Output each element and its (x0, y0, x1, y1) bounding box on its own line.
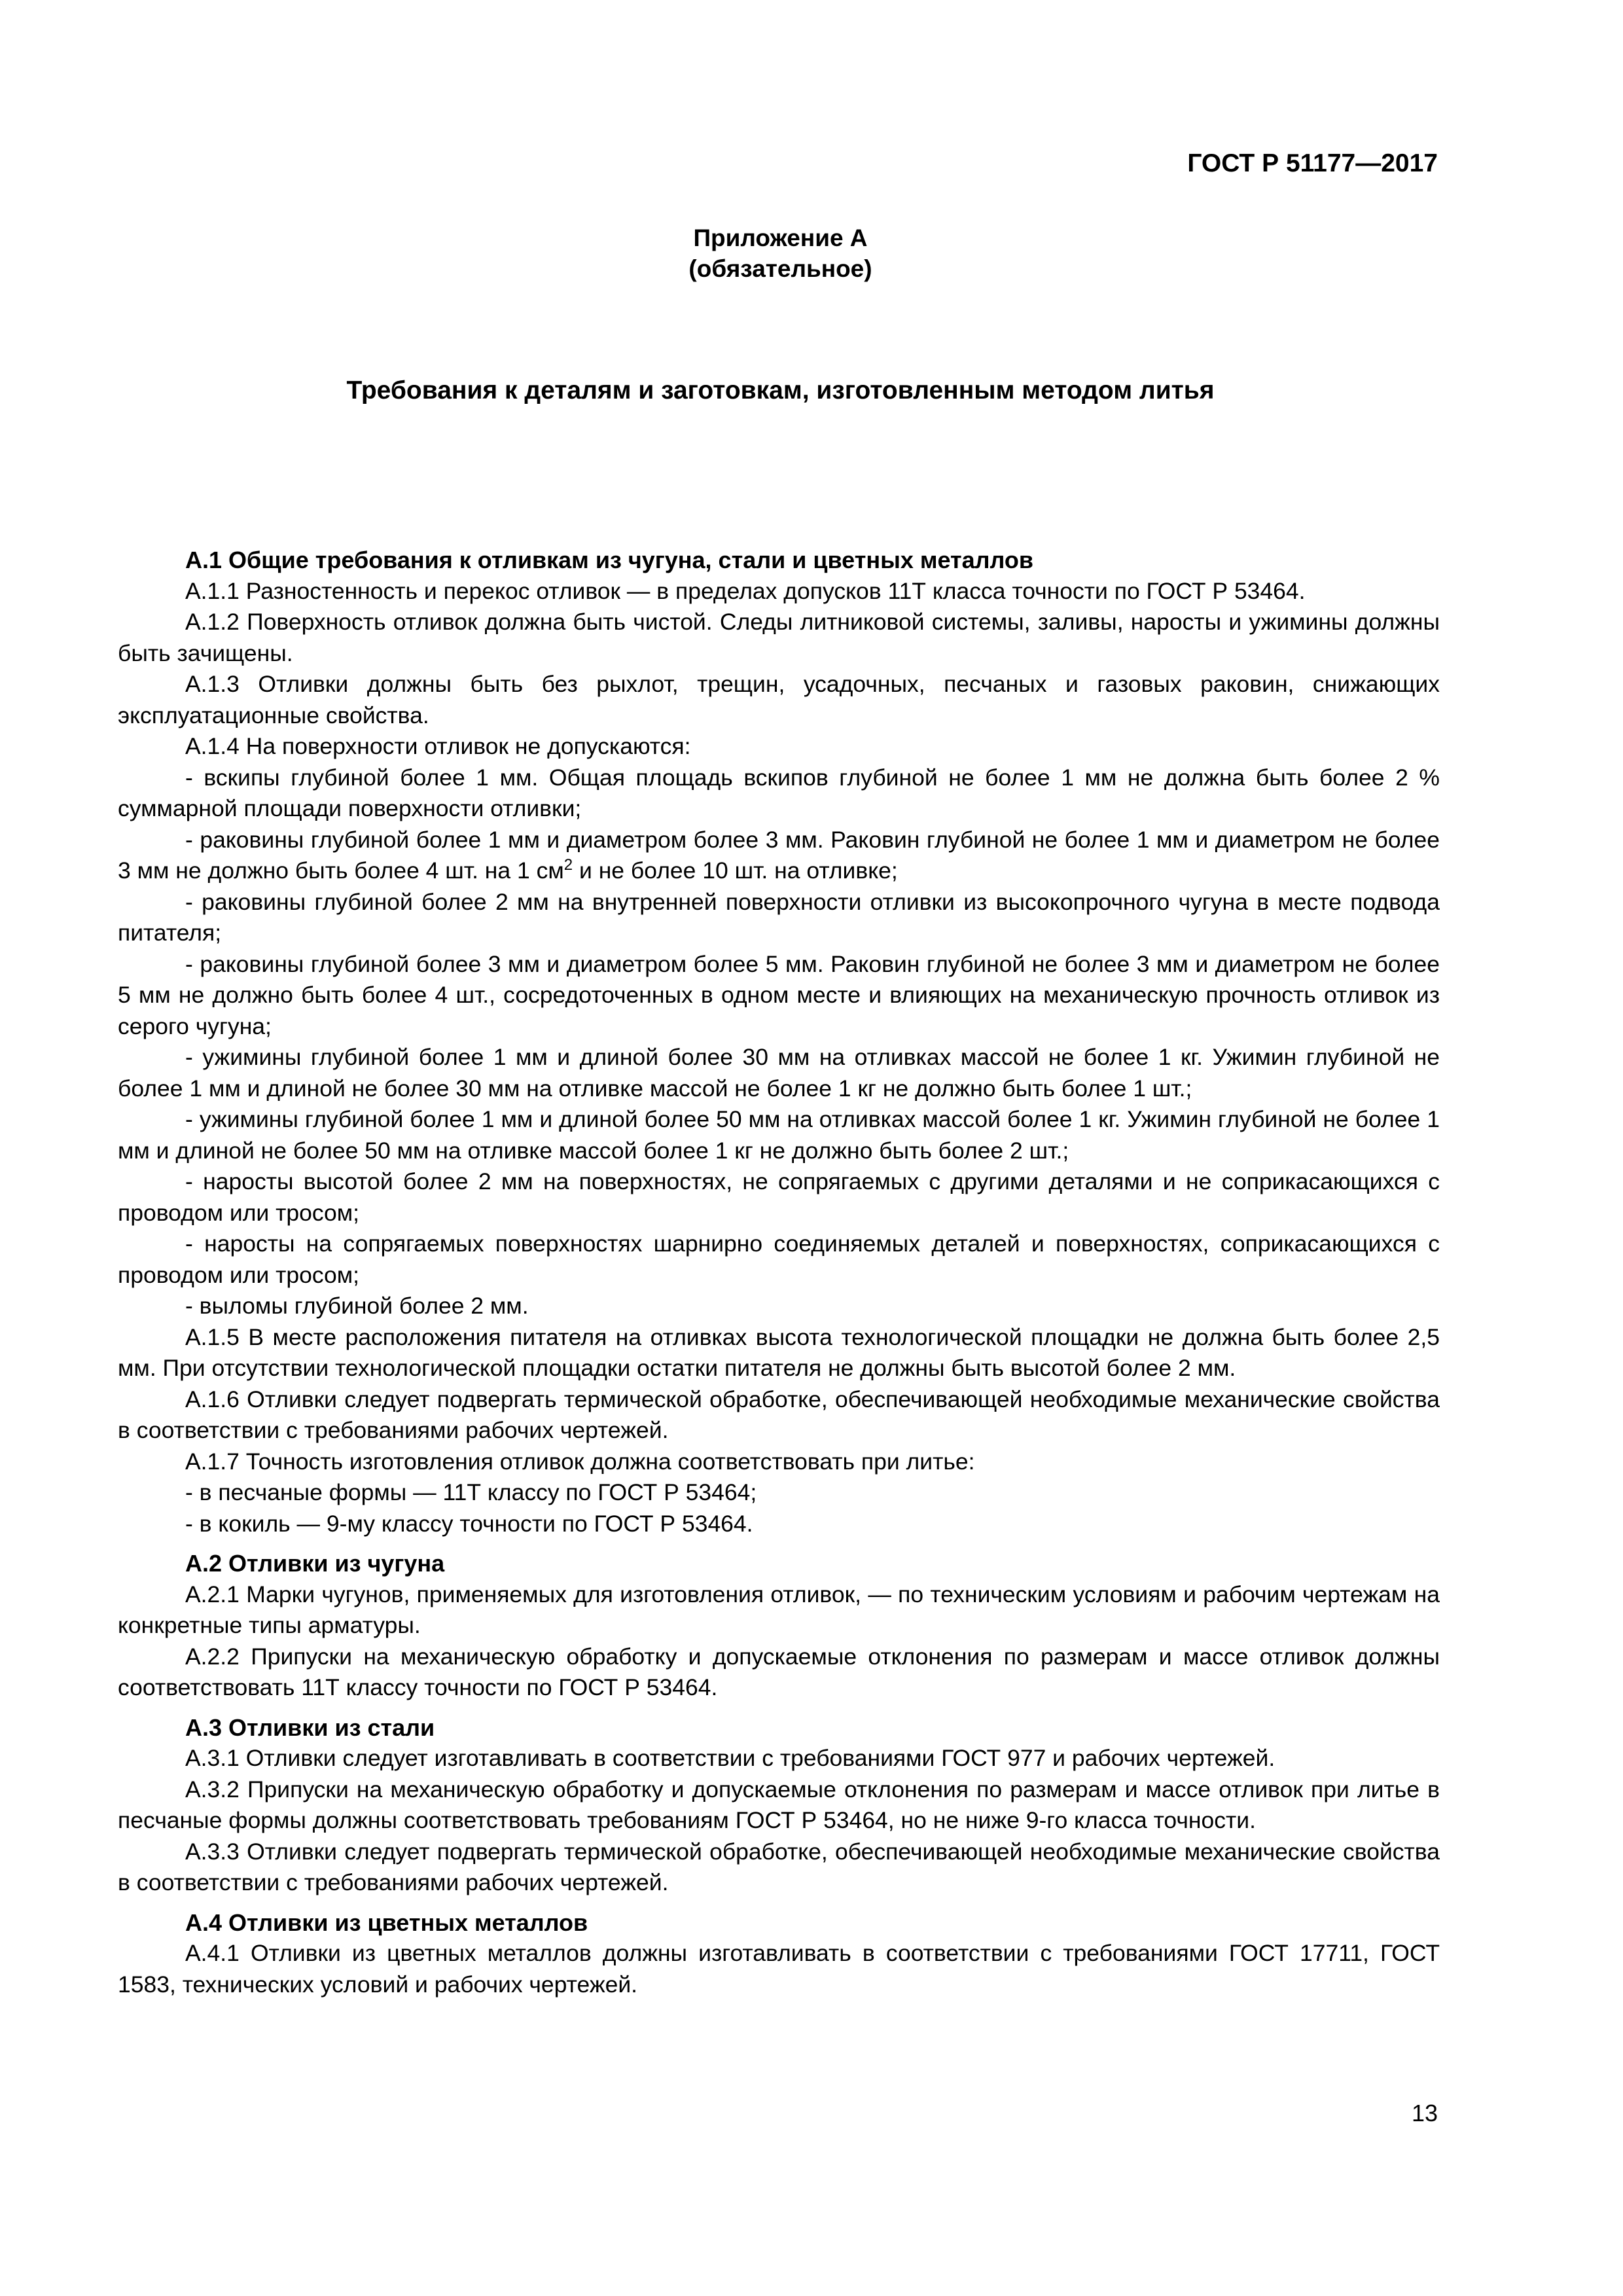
section-heading-a3: А.3 Отливки из стали (185, 1713, 435, 1741)
paragraph-a1-2: А.1.2 Поверхность отливок должна быть чистой. Следы литниковой системы, заливы, наросты и ужимины должны быть зачищены. (118, 609, 1440, 666)
paragraph-a1-3: А.1.3 Отливки должны быть без рыхлот, трещин, усадочных, песчаных и газовых раковин, снижающих эксплуатационные свойства. (118, 671, 1440, 728)
list-item: - раковины глубиной более 3 мм и диаметром более 5 мм. Раковин глубиной не более 3 мм и диаметром не более 5 мм не должно быть более 4 шт., сосредоточенных в одном месте и влияющих на механическую прочность отливок из серого чугуна; (118, 950, 1440, 1039)
superscript: 2 (563, 856, 573, 874)
list-item-text: и не более 10 шт. на отливке; (573, 857, 898, 884)
paragraph-a1-7: А.1.7 Точность изготовления отливок должна соответствовать при литье: (185, 1448, 975, 1475)
list-item: - вскипы глубиной более 1 мм. Общая площадь вскипов глубиной не более 1 мм не должна быть более 2 % суммарной площади поверхности отливки; (118, 764, 1440, 821)
list-item-text: - раковины глубиной более 1 мм и диаметром более 3 мм. Раковин глубиной не более 1 мм и диаметром не более 3 мм не должно быть более 4 шт. на 1 см (118, 826, 1440, 884)
annex-header (0, 223, 1561, 284)
section-heading-a4: А.4 Отливки из цветных металлов (185, 1909, 588, 1936)
paragraph-a2-2: А.2.2 Припуски на механическую обработку и допускаемые отклонения по размерам и массе отливок должны соответствовать 11Т классу точности по ГОСТ Р 53464. (118, 1643, 1440, 1700)
document-body (118, 545, 1440, 2000)
paragraph-a1-5: А.1.5 В месте расположения питателя на отливках высота технологической площадки не должна быть более 2,5 мм. При отсутствии технологической площадки остатки питателя не должны быть высотой более 2 мм. (118, 1323, 1440, 1381)
list-item: - наросты высотой более 2 мм на поверхностях, не сопрягаемых с другими деталями и не соприкасающихся с проводом или тросом; (118, 1168, 1440, 1226)
list-item (118, 825, 1440, 887)
paragraph-a3-1: А.3.1 Отливки следует изготавливать в соответствии с требованиями ГОСТ 977 и рабочих чертежей. (185, 1745, 1275, 1771)
annex-status: (обязательное) (688, 255, 872, 282)
page-number: 13 (1411, 2100, 1438, 2126)
section-heading-a2: А.2 Отливки из чугуна (185, 1550, 445, 1577)
paragraph-a4-1: А.4.1 Отливки из цветных металлов должны изготавливать в соответствии с требованиями ГОСТ 17711, ГОСТ 1583, технических условий и рабочих чертежей. (118, 1940, 1440, 1998)
paragraph-a1-4: А.1.4 На поверхности отливок не допускаются: (185, 733, 691, 759)
section-heading-a1: А.1 Общие требования к отливкам из чугуна, стали и цветных металлов (185, 547, 1034, 573)
paragraph-a3-3: А.3.3 Отливки следует подвергать термической обработке, обеспечивающей необходимые механические свойства в соответствии с требованиями рабочих чертежей. (118, 1838, 1440, 1895)
document-id: ГОСТ Р 51177—2017 (1187, 149, 1438, 177)
paragraph-a1-1: А.1.1 Разностенность и перекос отливок — в пределах допусков 11Т класса точности по ГОСТ Р 53464. (185, 577, 1306, 604)
annex-label: Приложение А (693, 224, 868, 251)
list-item: - наросты на сопрягаемых поверхностях шарнирно соединяемых деталей и поверхностях, соприкасающихся с проводом или тросом; (118, 1230, 1440, 1288)
list-item: - выломы глубиной более 2 мм. (185, 1293, 529, 1319)
list-item: - ужимины глубиной более 1 мм и длиной более 50 мм на отливках массой более 1 кг. Ужимин глубиной не более 1 мм и длиной не более 50 мм на отливке массой более 1 кг не должно быть более 2 шт.; (118, 1106, 1440, 1164)
paragraph-a3-2: А.3.2 Припуски на механическую обработку и допускаемые отклонения по размерам и массе отливок при литье в песчаные формы должны соответствовать требованиям ГОСТ Р 53464, но не ниже 9-го класса точности. (118, 1776, 1440, 1833)
paragraph-a2-1: А.2.1 Марки чугунов, применяемых для изготовления отливок, — по техническим условиям и рабочим чертежам на конкретные типы арматуры. (118, 1581, 1440, 1638)
list-item: - ужимины глубиной более 1 мм и длиной более 30 мм на отливках массой не более 1 кг. Ужимин глубиной не более 1 мм и длиной не более 30 мм на отливке массой не более 1 кг не должно быть более 1 шт.; (118, 1044, 1440, 1102)
list-item: - раковины глубиной более 2 мм на внутренней поверхности отливки из высокопрочного чугуна в месте подвода питателя; (118, 888, 1440, 946)
paragraph-a1-6: А.1.6 Отливки следует подвергать термической обработке, обеспечивающей необходимые механические свойства в соответствии с требованиями рабочих чертежей. (118, 1386, 1440, 1443)
list-item: - в песчаные формы — 11Т классу по ГОСТ Р 53464; (185, 1479, 757, 1505)
list-item: - в кокиль — 9-му классу точности по ГОСТ Р 53464. (185, 1510, 753, 1537)
annex-title: Требования к деталям и заготовкам, изготовленным методом литья (346, 376, 1215, 404)
